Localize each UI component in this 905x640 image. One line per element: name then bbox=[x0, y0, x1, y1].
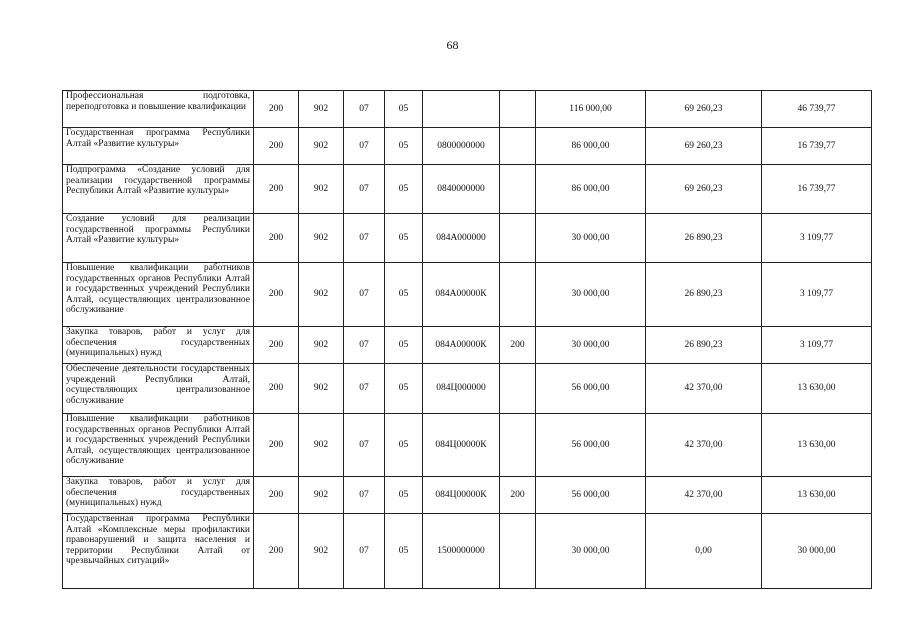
section-code-cell: 07 bbox=[344, 128, 385, 165]
admin-code-cell: 200 bbox=[254, 364, 299, 414]
expense-type-cell bbox=[500, 414, 536, 477]
table-row bbox=[63, 327, 872, 364]
section-code-cell: 07 bbox=[344, 165, 385, 214]
row-name-cell: Создание условий для реализации государственной программы Республики Алтай «Развитие культуры» bbox=[63, 214, 254, 263]
section-code-cell: 07 bbox=[344, 91, 385, 128]
target-article-cell: 1500000000 bbox=[423, 514, 500, 589]
target-article-cell: 0800000000 bbox=[423, 128, 500, 165]
table-row bbox=[63, 364, 872, 414]
subsection-code-cell: 05 bbox=[385, 91, 423, 128]
admin-code-cell: 200 bbox=[254, 91, 299, 128]
row-name-cell: Обеспечение деятельности государственных учреждений Республики Алтай, осуществляющих централизованное обслуживание bbox=[63, 364, 254, 414]
remaining-amount-cell: 13 630,00 bbox=[762, 477, 872, 514]
target-article-cell: 084Ц00000К bbox=[423, 477, 500, 514]
dept-code-cell: 902 bbox=[299, 414, 344, 477]
remaining-amount-cell: 3 109,77 bbox=[762, 327, 872, 364]
dept-code-cell: 902 bbox=[299, 514, 344, 589]
planned-amount-cell: 86 000,00 bbox=[536, 165, 646, 214]
planned-amount-cell: 56 000,00 bbox=[536, 477, 646, 514]
row-name-cell: Профессиональная подготовка, переподготовка и повышение квалификации bbox=[63, 91, 254, 128]
target-article-cell: 084А00000К bbox=[423, 327, 500, 364]
executed-amount-cell: 26 890,23 bbox=[646, 327, 762, 364]
executed-amount-cell: 26 890,23 bbox=[646, 263, 762, 327]
admin-code-cell: 200 bbox=[254, 263, 299, 327]
expense-type-cell bbox=[500, 514, 536, 589]
admin-code-cell: 200 bbox=[254, 128, 299, 165]
subsection-code-cell: 05 bbox=[385, 364, 423, 414]
page-number: 68 bbox=[446, 38, 459, 52]
executed-amount-cell: 69 260,23 bbox=[646, 128, 762, 165]
executed-amount-cell: 69 260,23 bbox=[646, 165, 762, 214]
target-article-cell: 084Ц000000 bbox=[423, 364, 500, 414]
row-name-cell: Государственная программа Республики Алтай «Развитие культуры» bbox=[63, 128, 254, 165]
dept-code-cell: 902 bbox=[299, 91, 344, 128]
planned-amount-cell: 30 000,00 bbox=[536, 327, 646, 364]
table-row bbox=[63, 263, 872, 327]
table-body bbox=[63, 91, 872, 589]
admin-code-cell: 200 bbox=[254, 414, 299, 477]
subsection-code-cell: 05 bbox=[385, 327, 423, 364]
target-article-cell: 084Ц00000К bbox=[423, 414, 500, 477]
remaining-amount-cell: 16 739,77 bbox=[762, 165, 872, 214]
subsection-code-cell: 05 bbox=[385, 214, 423, 263]
remaining-amount-cell: 13 630,00 bbox=[762, 414, 872, 477]
executed-amount-cell: 26 890,23 bbox=[646, 214, 762, 263]
admin-code-cell: 200 bbox=[254, 514, 299, 589]
admin-code-cell: 200 bbox=[254, 477, 299, 514]
target-article-cell: 084А00000К bbox=[423, 263, 500, 327]
row-name-cell: Подпрограмма «Создание условий для реализации государственной программы Республики Алтай «Развитие культуры» bbox=[63, 165, 254, 214]
planned-amount-cell: 30 000,00 bbox=[536, 514, 646, 589]
expense-type-cell bbox=[500, 165, 536, 214]
executed-amount-cell: 42 370,00 bbox=[646, 477, 762, 514]
expense-type-cell bbox=[500, 214, 536, 263]
section-code-cell: 07 bbox=[344, 414, 385, 477]
subsection-code-cell: 05 bbox=[385, 165, 423, 214]
table-row bbox=[63, 91, 872, 128]
subsection-code-cell: 05 bbox=[385, 477, 423, 514]
budget-table bbox=[62, 90, 872, 589]
dept-code-cell: 902 bbox=[299, 327, 344, 364]
table-row bbox=[63, 214, 872, 263]
expense-type-cell bbox=[500, 263, 536, 327]
remaining-amount-cell: 3 109,77 bbox=[762, 263, 872, 327]
executed-amount-cell: 69 260,23 bbox=[646, 91, 762, 128]
planned-amount-cell: 30 000,00 bbox=[536, 263, 646, 327]
remaining-amount-cell: 30 000,00 bbox=[762, 514, 872, 589]
dept-code-cell: 902 bbox=[299, 165, 344, 214]
expense-type-cell: 200 bbox=[500, 327, 536, 364]
table-row bbox=[63, 165, 872, 214]
table-row bbox=[63, 414, 872, 477]
expense-type-cell bbox=[500, 364, 536, 414]
admin-code-cell: 200 bbox=[254, 327, 299, 364]
row-name-cell: Государственная программа Республики Алтай «Комплексные меры профилактики правонарушений и защита населения и территории Республики Алтай от чрезвычайных ситуаций» bbox=[63, 514, 254, 589]
target-article-cell: 0840000000 bbox=[423, 165, 500, 214]
planned-amount-cell: 116 000,00 bbox=[536, 91, 646, 128]
table-row bbox=[63, 514, 872, 589]
expense-type-cell bbox=[500, 91, 536, 128]
expense-type-cell: 200 bbox=[500, 477, 536, 514]
section-code-cell: 07 bbox=[344, 263, 385, 327]
remaining-amount-cell: 16 739,77 bbox=[762, 128, 872, 165]
dept-code-cell: 902 bbox=[299, 364, 344, 414]
subsection-code-cell: 05 bbox=[385, 128, 423, 165]
planned-amount-cell: 56 000,00 bbox=[536, 364, 646, 414]
planned-amount-cell: 56 000,00 bbox=[536, 414, 646, 477]
executed-amount-cell: 42 370,00 bbox=[646, 414, 762, 477]
planned-amount-cell: 30 000,00 bbox=[536, 214, 646, 263]
table-row bbox=[63, 477, 872, 514]
row-name-cell: Закупка товаров, работ и услуг для обеспечения государственных (муниципальных) нужд bbox=[63, 327, 254, 364]
expense-type-cell bbox=[500, 128, 536, 165]
subsection-code-cell: 05 bbox=[385, 514, 423, 589]
row-name-cell: Повышение квалификации работников государственных органов Республики Алтай и государственных учреждений Республики Алтай, осуществляющих централизованное обслуживание bbox=[63, 263, 254, 327]
dept-code-cell: 902 bbox=[299, 263, 344, 327]
section-code-cell: 07 bbox=[344, 327, 385, 364]
remaining-amount-cell: 3 109,77 bbox=[762, 214, 872, 263]
row-name-cell: Закупка товаров, работ и услуг для обеспечения государственных (муниципальных) нужд bbox=[63, 477, 254, 514]
section-code-cell: 07 bbox=[344, 214, 385, 263]
target-article-cell bbox=[423, 91, 500, 128]
dept-code-cell: 902 bbox=[299, 128, 344, 165]
row-name-cell: Повышение квалификации работников государственных органов Республики Алтай и государственных учреждений Республики Алтай, осуществляющих централизованное обслуживание bbox=[63, 414, 254, 477]
section-code-cell: 07 bbox=[344, 364, 385, 414]
subsection-code-cell: 05 bbox=[385, 263, 423, 327]
planned-amount-cell: 86 000,00 bbox=[536, 128, 646, 165]
admin-code-cell: 200 bbox=[254, 214, 299, 263]
dept-code-cell: 902 bbox=[299, 477, 344, 514]
executed-amount-cell: 42 370,00 bbox=[646, 364, 762, 414]
subsection-code-cell: 05 bbox=[385, 414, 423, 477]
remaining-amount-cell: 46 739,77 bbox=[762, 91, 872, 128]
dept-code-cell: 902 bbox=[299, 214, 344, 263]
table-row bbox=[63, 128, 872, 165]
remaining-amount-cell: 13 630,00 bbox=[762, 364, 872, 414]
section-code-cell: 07 bbox=[344, 514, 385, 589]
executed-amount-cell: 0,00 bbox=[646, 514, 762, 589]
admin-code-cell: 200 bbox=[254, 165, 299, 214]
target-article-cell: 084А000000 bbox=[423, 214, 500, 263]
section-code-cell: 07 bbox=[344, 477, 385, 514]
